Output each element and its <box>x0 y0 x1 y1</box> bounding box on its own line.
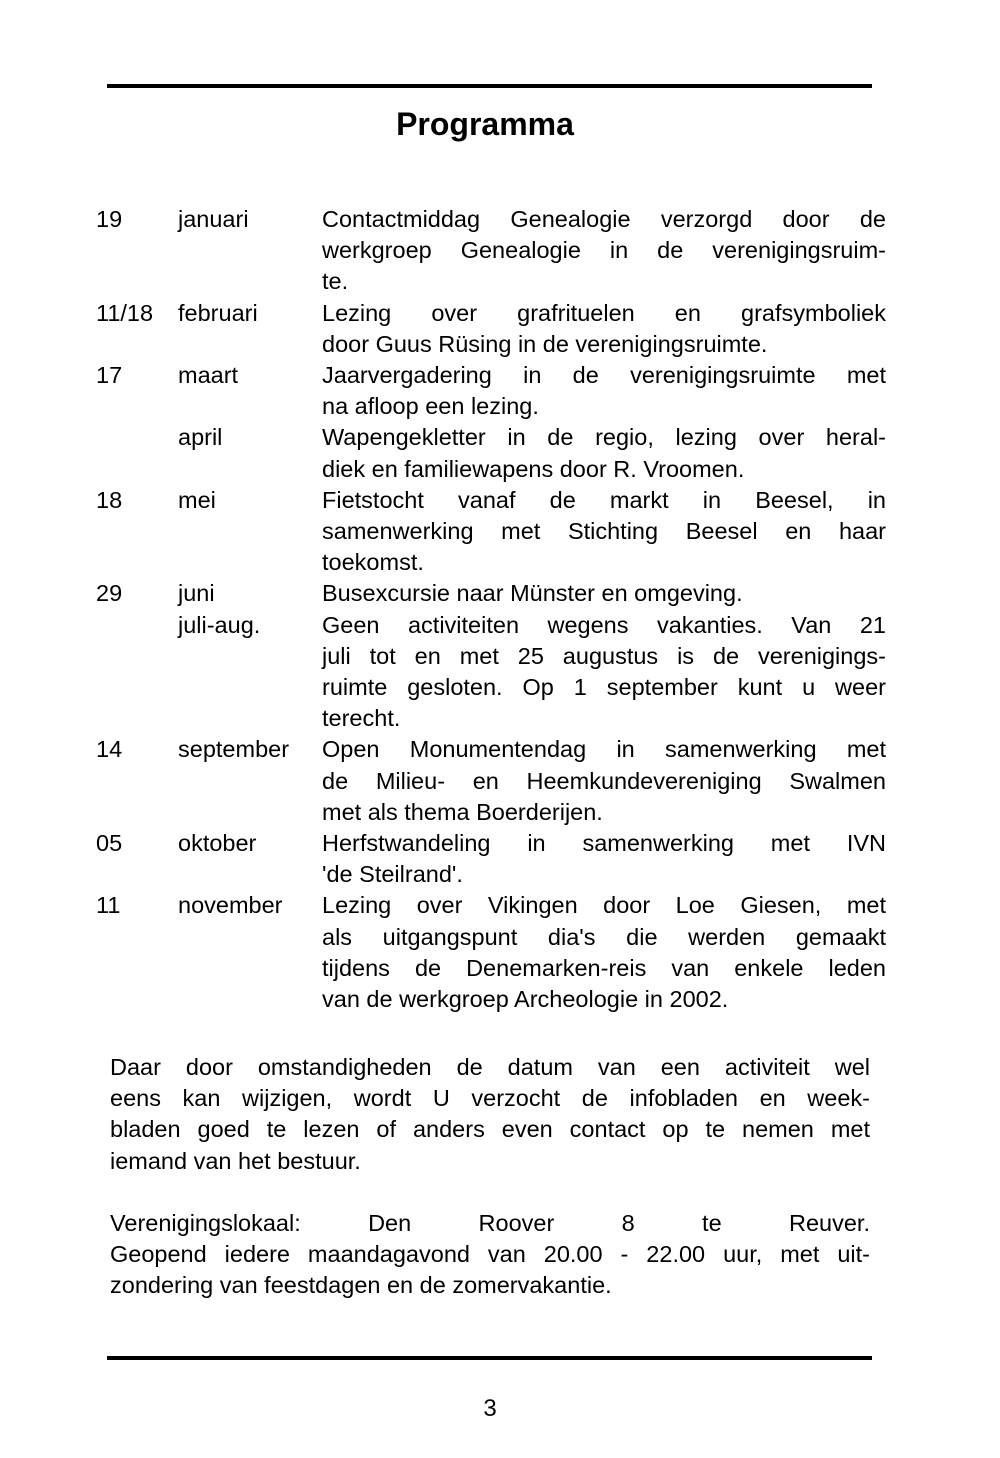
schedule-row <box>96 890 886 1015</box>
schedule-month: januari <box>178 206 249 232</box>
paragraph-line: iemand van het bestuur. <box>110 1147 361 1174</box>
schedule-row <box>96 422 886 484</box>
schedule-description <box>322 734 886 828</box>
description-line: terecht. <box>322 705 401 732</box>
paragraph-line: Verenigingslokaal: Den Roover 8 te Reuver. <box>110 1210 870 1236</box>
description-line: Fietstocht vanaf de markt in Beesel, in <box>322 486 886 513</box>
paragraph-line: eens kan wijzigen, wordt U verzocht de infobladen en week- <box>110 1085 870 1112</box>
description-line: als uitgangspunt dia's die werden gemaakt <box>322 923 886 950</box>
description-line: van de werkgroep Archeologie in 2002. <box>322 986 729 1013</box>
description-line: toekomst. <box>322 549 424 576</box>
schedule-description <box>322 360 886 422</box>
notice-paragraph <box>110 1052 870 1177</box>
schedule-description <box>322 204 886 298</box>
schedule-day: 05 <box>96 830 123 857</box>
description-line: de Milieu- en Heemkundevereniging Swalmen <box>322 767 886 794</box>
description-line: tijdens de Denemarken-reis van enkele leden <box>322 954 886 981</box>
schedule-day: 11/18 <box>96 299 154 326</box>
schedule-day: 14 <box>96 736 123 763</box>
schedule-month: maart <box>178 362 239 389</box>
schedule-month: mei <box>178 486 216 513</box>
bottom-divider <box>107 1356 872 1360</box>
schedule-row <box>96 610 886 735</box>
description-line: Busexcursie naar Münster en omgeving. <box>322 580 743 607</box>
schedule-description <box>322 422 886 484</box>
description-line: juli tot en met 25 augustus is de verenigings- <box>322 642 886 669</box>
schedule-day: 29 <box>96 580 123 607</box>
schedule-row <box>96 298 886 360</box>
schedule-day <box>96 610 178 735</box>
description-line: Jaarvergadering in de verenigingsruimte met <box>322 362 886 389</box>
program-schedule <box>96 204 886 1015</box>
description-line: Open Monumentendag in samenwerking met <box>322 736 886 763</box>
description-line: na afloop een lezing. <box>322 393 539 420</box>
paragraph-line: bladen goed te lezen of anders even contact op te nemen met <box>110 1116 870 1143</box>
schedule-month: september <box>178 736 290 763</box>
schedule-row <box>96 360 886 422</box>
paragraph-line: Daar door omstandigheden de datum van een activiteit wel <box>110 1054 870 1080</box>
schedule-day: 17 <box>96 362 123 389</box>
schedule-description <box>322 485 886 579</box>
schedule-day: 11 <box>96 892 121 919</box>
schedule-month: juni <box>178 580 215 607</box>
description-line: Herfstwandeling in samenwerking met IVN <box>322 830 886 857</box>
schedule-row <box>96 828 886 890</box>
description-line: diek en familiewapens door R. Vroomen. <box>322 455 745 482</box>
schedule-row <box>96 485 886 579</box>
schedule-row <box>96 578 886 609</box>
description-line: 'de Steilrand'. <box>322 861 463 888</box>
schedule-day: 19 <box>96 206 123 232</box>
venue-paragraph <box>110 1208 870 1302</box>
schedule-description <box>322 890 886 1015</box>
description-line: door Guus Rüsing in de verenigingsruimte. <box>322 330 768 357</box>
description-line: werkgroep Genealogie in de verenigingsruim- <box>322 237 886 264</box>
paragraph-line: Geopend iedere maandagavond van 20.00 - 22.00 uur, met uit- <box>110 1241 870 1268</box>
schedule-description <box>322 298 886 360</box>
page-number: 3 <box>483 1395 497 1422</box>
description-line: met als thema Boerderijen. <box>322 798 603 825</box>
top-divider <box>107 84 872 88</box>
description-line: Geen activiteiten wegens vakanties. Van 21 <box>322 611 886 638</box>
description-line: te. <box>322 268 349 295</box>
schedule-description <box>322 578 886 609</box>
description-line: Contactmiddag Genealogie verzorgd door de <box>322 206 886 232</box>
description-line: Wapengekletter in de regio, lezing over heral- <box>322 424 886 451</box>
description-line: ruimte gesloten. Op 1 september kunt u weer <box>322 674 886 701</box>
description-line: Lezing over grafrituelen en grafsymboliek <box>322 299 886 326</box>
schedule-row <box>96 204 886 298</box>
description-line: samenwerking met Stichting Beesel en haar <box>322 518 886 545</box>
schedule-month: april <box>178 424 223 451</box>
schedule-month: oktober <box>178 830 257 857</box>
description-line: Lezing over Vikingen door Loe Giesen, met <box>322 892 886 919</box>
schedule-month: juli-aug. <box>178 611 261 638</box>
schedule-month: november <box>178 892 283 919</box>
schedule-day <box>96 422 178 484</box>
schedule-row <box>96 734 886 828</box>
paragraph-line: zondering van feestdagen en de zomervakantie. <box>110 1272 612 1299</box>
schedule-description <box>322 610 886 735</box>
schedule-month: februari <box>178 299 258 326</box>
page-title: Programma <box>396 106 574 142</box>
schedule-description <box>322 828 886 890</box>
schedule-day: 18 <box>96 486 123 513</box>
